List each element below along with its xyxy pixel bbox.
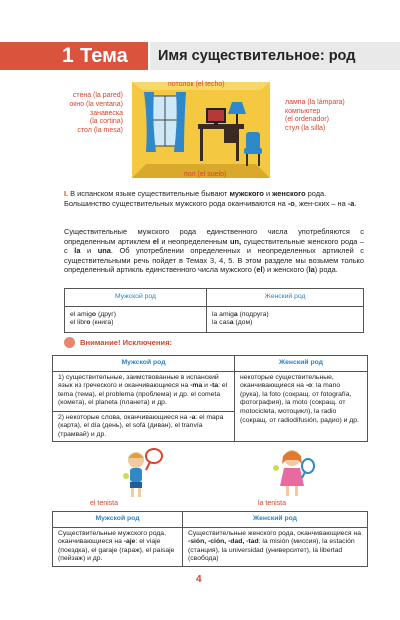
exception-masc-1: 1) существительные, заимствованные в испанский язык из греческого и оканчивающиеся на -ma и -ta: el tema (тема), el problema (проблема) и др. el cometa (комета), el planeta (планета) и др. bbox=[53, 371, 235, 411]
topic-word: Тема bbox=[80, 45, 128, 67]
suffix-feminine: Существительные женского рода, оканчивающиеся на -sión, -ción, -dad, -tad: la misión (миссия), la estación (станция), la universidad (университет), la libertad (свобода) bbox=[183, 527, 368, 566]
label-window: окно (la ventana) bbox=[69, 101, 123, 108]
feminine-examples: la amiga (подруга) la casa (дом) bbox=[207, 306, 364, 332]
suffix-header-feminine: Женский род bbox=[183, 512, 368, 528]
label-wall: стена (la pared) bbox=[72, 92, 123, 99]
topic-number: 1 bbox=[62, 44, 74, 67]
girl-tennis-player-image bbox=[270, 448, 316, 500]
label-computer-es: (el ordenador) bbox=[285, 116, 329, 123]
caption-girl: la tenista bbox=[258, 500, 287, 507]
section-1-paragraph: I. В испанском языке существительные бывают мужского и женского рода. Большинство существительных мужского рода оканчиваются на -o, жен-ских – на -a. bbox=[64, 189, 357, 208]
label-computer: компьютер bbox=[285, 108, 321, 115]
label-floor: пол (el suelo) bbox=[184, 171, 227, 178]
suffix-header-masculine: Мужской род bbox=[53, 512, 183, 528]
exceptions-header-masculine: Мужской род bbox=[53, 356, 235, 372]
exceptions-table bbox=[52, 355, 368, 442]
room-illustration bbox=[132, 82, 270, 178]
exceptions-header-feminine: Женский род bbox=[235, 356, 368, 372]
label-curtain: занавеска bbox=[89, 110, 123, 117]
exception-masc-2: 2) некоторые слова, оканчивающиеся на -a: el mapa (карта), el día (день), el sofá (диван), el tranvía (трамвай) и др. bbox=[53, 411, 235, 442]
suffix-masculine: Существительные мужского рода, оканчивающиеся на -aje: el viaje (поездка), el garaje (гараж), el paisaje (пейзаж) и др. bbox=[53, 527, 183, 566]
label-lamp: лампа (la lámpara) bbox=[285, 99, 345, 106]
label-table: стол (la mesa) bbox=[77, 127, 123, 134]
label-ceiling: потолок (el techo) bbox=[168, 81, 225, 88]
suffix-table bbox=[52, 511, 368, 567]
topic-title: Имя существительное: род bbox=[158, 48, 356, 64]
header-masculine: Мужской род bbox=[65, 289, 207, 307]
gender-table bbox=[64, 288, 364, 333]
boy-tennis-player-image bbox=[120, 448, 166, 500]
label-chair: стул (la silla) bbox=[285, 125, 326, 132]
caption-boy: el tenista bbox=[90, 500, 119, 507]
exceptions-title: Внимание! Исключения: bbox=[80, 338, 173, 347]
masculine-examples: el amigo (друг) el libro (книга) bbox=[65, 306, 207, 332]
exception-fem: некоторые существительные, оканчивающиеся на -o: la mano (рука), la foto (сокращ. от fotografía, фотография), la moto (сокращ. от motocicleta, мотоцикл), la radio (сокращ. от radiodifusión, радио) и др. bbox=[235, 371, 368, 442]
page-number: 4 bbox=[196, 574, 202, 585]
topic-badge bbox=[0, 42, 148, 70]
header-feminine: Женский род bbox=[207, 289, 364, 307]
warning-dot-icon bbox=[64, 337, 75, 348]
topic-header bbox=[0, 42, 400, 70]
label-curtain-es: (la cortina) bbox=[89, 118, 123, 125]
section-2-paragraph: Существительные мужского рода единственного числа употребляются с определенным артиклем el и неопределенным un, существительные женского рода – с la и una. Об употреблении определенных и неопределенных артиклей с существительными речь пойдет в Темах 3, 4, 5. В этом разделе мы возьмем только определенный артикль единственного числа мужского (el) и женского (la) рода. bbox=[64, 227, 364, 275]
